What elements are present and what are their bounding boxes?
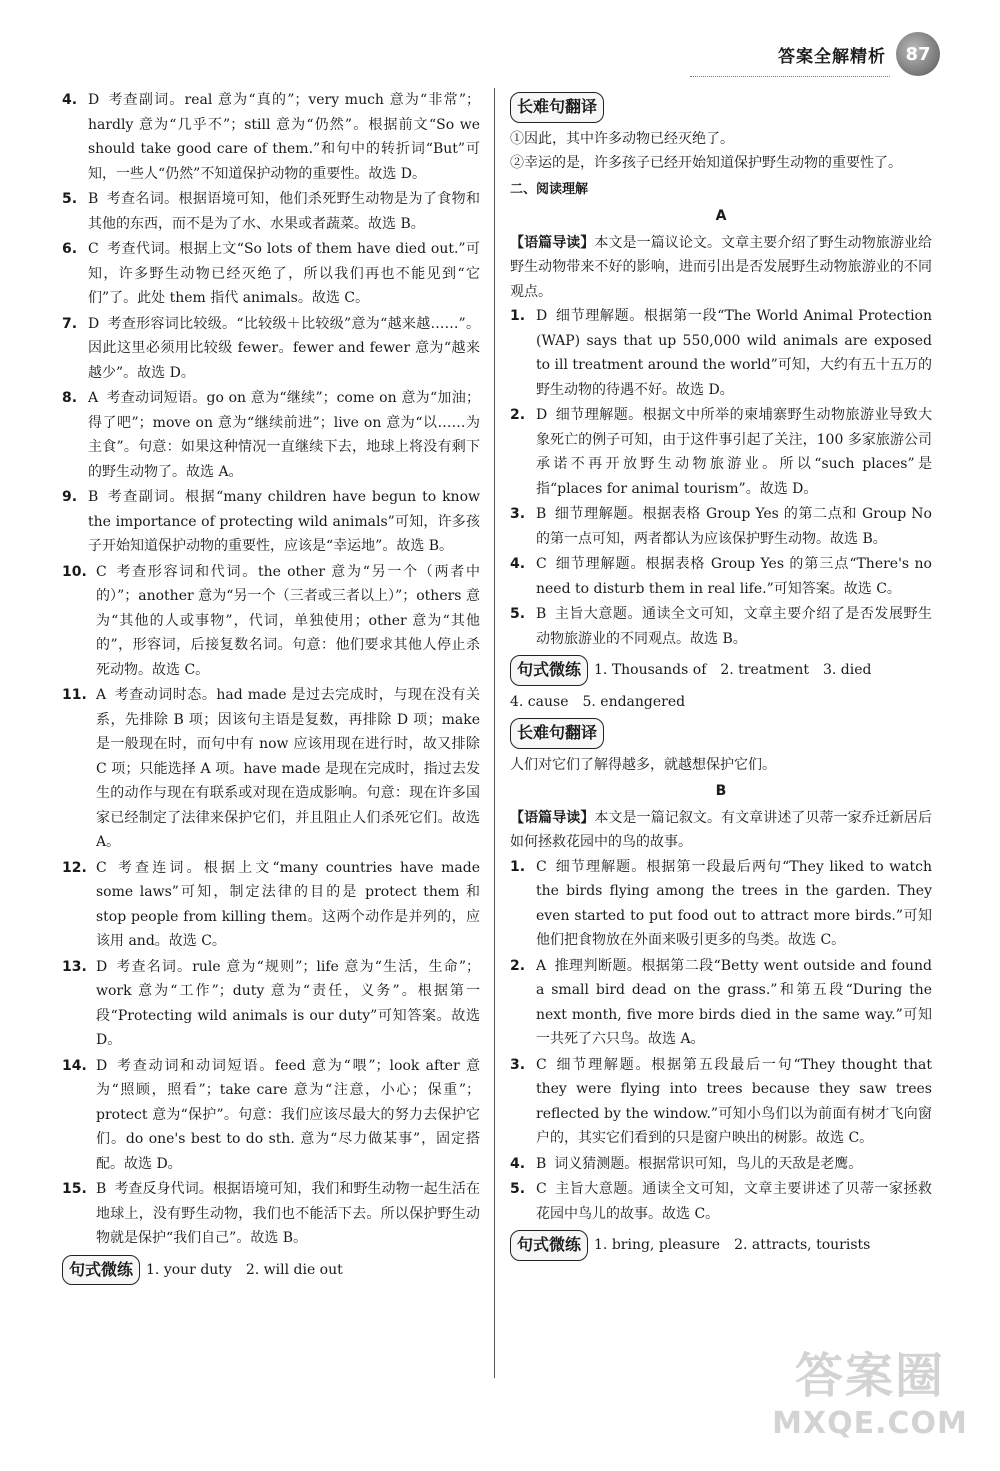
watermark-text: 答案圈	[794, 1348, 945, 1404]
passage-guide	[510, 806, 932, 855]
explanation-text: 考查副词。real 意为“真的”；very much 意为“非常”；hardly 意为“几乎不”；still 意为“仍然”。根据前文“So we should take good care of them.”和句中的转折词“But”可知，一些人“仍然”不知道保护动物的重要性。故选 D。	[88, 92, 480, 182]
item-body	[88, 187, 480, 236]
answer-letter: B	[536, 606, 547, 622]
watermark-url: MXQE.COM	[772, 1406, 968, 1441]
explanation-text: 细节理解题。根据第一段最后两句“They liked to watch the birds flying among the trees in the garden. They even started to put food out to attract more birds.”可知他们把食物放在外面来吸引更多的鸟类。故选 C。	[536, 858, 932, 948]
item-body	[96, 1054, 480, 1177]
item-number: 11.	[62, 687, 87, 703]
answer-item	[510, 304, 932, 402]
header-title: 答案全解精析	[778, 46, 886, 67]
answer-letter: C	[88, 241, 99, 257]
explanation-text: 考查名词。根据语境可知，他们杀死野生动物是为了食物和其他的东西，而不是为了水、水果或者蔬菜。故选 B。	[88, 191, 480, 232]
passage-guide	[510, 231, 932, 305]
guide-label: 【语篇导读】	[510, 809, 595, 826]
explanation-text: 推理判断题。根据第二段“Betty went outside and found a small bird dead on the grass.”和第五段“During the next month, five more birds died in the same way.”可知一共死了六只鸟。故选 A。	[536, 957, 932, 1047]
guide-label: 【语篇导读】	[510, 234, 595, 251]
item-body	[96, 1177, 480, 1251]
passage-letter: B	[715, 783, 727, 799]
answer-item	[62, 856, 480, 954]
explanation-text: 细节理解题。根据表格 Group Yes 的第二点和 Group No 的第一点可知，两者都认为应该保护野生动物。故选 B。	[536, 506, 932, 547]
answer-letter: B	[536, 506, 547, 522]
item-body	[536, 1177, 932, 1226]
item-body	[536, 855, 932, 953]
answer-letter: B	[96, 1181, 107, 1197]
drill-answers: 1. bring, pleasure 2. attracts, tourists	[594, 1237, 871, 1253]
answer-letter: D	[96, 1057, 108, 1074]
left-drill	[62, 1255, 480, 1286]
drill-answers: 1. Thousands of 2. treatment 3. died	[594, 662, 872, 678]
explanation-text: 细节理解题。根据文中所举的柬埔寨野生动物旅游业导致大象死亡的例子可知，由于这件事引起了关注，100 多家旅游公司承诺不再开放野生动物旅游业。所以“such places”是指“places for animal tourism”。故选 D。	[536, 407, 932, 497]
answer-item	[62, 1054, 480, 1177]
passage-letter: A	[715, 208, 727, 224]
answer-letter: A	[96, 687, 107, 703]
item-number: 7.	[62, 315, 78, 332]
item-number: 2.	[510, 407, 526, 423]
item-number: 4.	[510, 556, 526, 572]
item-number: 9.	[62, 489, 78, 505]
item-number: 1.	[510, 308, 526, 324]
partB-drill	[510, 1230, 932, 1261]
item-number: 10.	[62, 563, 87, 580]
answer-item	[510, 1152, 932, 1177]
answer-letter: C	[536, 1056, 547, 1073]
explanation-text: 主旨大意题。通读全文可知，文章主要讲述了贝蒂一家拯救花园中鸟儿的故事。故选 C。	[536, 1181, 932, 1222]
item-body	[536, 304, 932, 402]
item-number: 2.	[510, 957, 526, 974]
item-number: 8.	[62, 390, 78, 406]
item-body	[536, 602, 932, 651]
answer-item	[62, 1177, 480, 1251]
answer-item	[510, 403, 932, 501]
answer-letter: C	[536, 1181, 547, 1197]
left-answer-list	[62, 88, 480, 1251]
item-number: 15.	[62, 1181, 87, 1197]
drill-tag: 句式微练	[510, 1230, 588, 1261]
item-body	[88, 237, 480, 311]
answer-item	[62, 237, 480, 311]
answer-item	[62, 955, 480, 1053]
answer-letter: D	[536, 407, 548, 423]
explanation-text: 词义猜测题。根据常识可知，鸟儿的天敌是老鹰。	[554, 1155, 863, 1172]
item-body	[96, 856, 480, 954]
translation-header	[510, 92, 932, 123]
answer-letter: C	[96, 859, 107, 876]
guide-text: 本文是一篇记叙文。有文章讲述了贝蒂一家乔迁新居后如何拯救花园中的鸟的故事。	[510, 809, 933, 850]
item-number: 5.	[510, 1181, 526, 1197]
answer-letter: C	[536, 556, 547, 572]
explanation-text: 细节理解题。根据表格 Group Yes 的第三点“There's no need to disturb them in real life.”可知答案。故选 C。	[536, 556, 932, 597]
item-number: 12.	[62, 859, 87, 876]
translation-tag: 长难句翻译	[510, 92, 604, 123]
page-number: 87	[896, 32, 940, 76]
explanation-text: 主旨大意题。通读全文可知，文章主要介绍了是否发展野生动物旅游业的不同观点。故选 B。	[536, 606, 932, 647]
left-column	[62, 88, 480, 1289]
answer-item	[510, 855, 932, 953]
answer-item	[62, 88, 480, 186]
partA-answer-list	[510, 304, 932, 651]
answer-item	[62, 485, 480, 559]
explanation-text: 考查形容词比较级。“比较级＋比较级”意为“越来越……”。因此这里必须用比较级 fewer。fewer and fewer 意为“越来越少”。故选 D。	[88, 315, 480, 381]
partA-translation-header	[510, 718, 932, 749]
right-column	[510, 88, 932, 1265]
item-number: 3.	[510, 1056, 526, 1073]
drill-tag: 句式微练	[62, 1255, 140, 1286]
column-divider	[494, 88, 495, 1378]
answer-letter: B	[536, 1155, 547, 1172]
item-body	[88, 485, 480, 559]
explanation-text: 考查动词时态。had made 是过去完成时，与现在没有关系，先排除 B 项；因该句主语是复数，再排除 D 项；make 是一般现在时，而句中有 now 应该用现在进行时，故又排除 C 项；只能选择 A 项。have made 是现在完成时，指过去发生的动作与现在有联系或对现在造成影响。句意：现在许多国家已经制定了法律来保护它们，并且阻止人们杀死它们。故选 A。	[96, 687, 480, 850]
explanation-text: 考查代词。根据上文“So lots of them have died out.”可知，许多野生动物已经灭绝了，所以我们再也不能见到“它们”了。此处 them 指代 animals。故选 C。	[88, 241, 480, 306]
item-body	[88, 312, 480, 386]
answer-letter: D	[536, 308, 548, 324]
answer-item	[510, 552, 932, 601]
explanation-text: 考查动词短语。go on 意为“继续”；come on 意为“加油；得了吧”；move on 意为“继续前进”；live on 意为“以……为主食”。句意：如果这种情况一直继续下去，地球上将没有剩下的野生动物了。故选 A。	[88, 390, 480, 480]
item-number: 3.	[510, 506, 526, 522]
answer-item	[510, 1177, 932, 1226]
item-number: 6.	[62, 241, 78, 257]
item-body	[88, 386, 480, 484]
partB-answer-list	[510, 855, 932, 1227]
item-body	[88, 88, 480, 186]
explanation-text: 考查形容词和代词。the other 意为“另一个（两者中的）”；another 意为“另一个（三者或三者以上）”；others 意为“其他的人或事物”，代词，单独使用；other 意为“其他的”，形容词，后接复数名词。句意：他们要求其他人停止杀死动物。故选 C。	[96, 563, 480, 678]
item-body	[536, 954, 932, 1052]
item-body	[536, 1053, 932, 1151]
drill-tag: 句式微练	[510, 655, 588, 686]
watermark-logo	[770, 1337, 970, 1457]
explanation-text: 考查连词。根据上文“many countries have made some laws”可知，制定法律的目的是 protect them 和 stop people from killing them。这两个动作是并列的，应该用 and。故选 C。	[96, 859, 480, 949]
item-number: 14.	[62, 1057, 87, 1074]
drill-answers: 1. your duty 2. will die out	[146, 1261, 343, 1278]
explanation-text: 考查副词。根据“many children have begun to know the importance of protecting wild animals”可知，许多孩子开始知道保护动物的重要性，应该是“幸运地”。故选 B。	[88, 489, 480, 554]
explanation-text: 考查名词。rule 意为“规则”；life 意为“生活，生命”；work 意为“工作”；duty 意为“责任，义务”。根据第一段“Protecting wild animals is our duty”可知答案。故选 D。	[96, 958, 480, 1048]
page-header	[778, 28, 940, 80]
answer-letter: A	[536, 957, 547, 974]
item-body	[536, 1152, 932, 1177]
item-number: 1.	[510, 858, 526, 875]
item-body	[536, 552, 932, 601]
answer-item	[62, 386, 480, 484]
header-rule	[690, 76, 890, 77]
answer-item	[62, 560, 480, 683]
answer-letter: C	[96, 563, 107, 580]
item-body	[96, 955, 480, 1053]
item-number: 5.	[510, 606, 526, 622]
item-body	[536, 502, 932, 551]
answer-letter: C	[536, 858, 547, 875]
answer-item	[62, 683, 480, 855]
translation-line: 人们对它们了解得越多，就越想保护它们。	[510, 756, 776, 773]
explanation-text: 考查动词和动词短语。feed 意为“喂”；look after 意为“照顾，照看”；take care 意为“注意，小心；保重”；protect 意为“保护”。句意：我们应该尽最大的努力去保护它们。do one's best to do sth. 意为“尽力做某事”，固定搭配。故选 D。	[96, 1057, 480, 1172]
answer-item	[510, 602, 932, 651]
explanation-text: 考查反身代词。根据语境可知，我们和野生动物一起生活在地球上，没有野生动物，我们也不能活下去。所以保护野生动物就是保护“我们自己”。故选 B。	[96, 1181, 480, 1246]
answer-letter: B	[88, 489, 99, 505]
answer-item	[62, 187, 480, 236]
item-number: 4.	[510, 1155, 526, 1172]
item-number: 13.	[62, 958, 87, 975]
drill-answers-cont: 4. cause 5. endangered	[510, 693, 686, 710]
explanation-text: 细节理解题。根据第一段“The World Animal Protection (WAP) says that up 550,000 wild animals are exposed to ill treatment around the world”可知，大约有五十五万的野生动物的待遇不好。故选 D。	[536, 308, 932, 398]
answer-letter: D	[96, 958, 108, 975]
answer-item	[510, 502, 932, 551]
item-body	[96, 560, 480, 683]
section-heading: 二、阅读理解	[510, 181, 589, 197]
answer-item	[62, 312, 480, 386]
item-number: 4.	[62, 92, 78, 108]
answer-letter: B	[88, 191, 99, 207]
item-body	[96, 683, 480, 855]
guide-text: 本文是一篇议论文。文章主要介绍了野生动物旅游业给野生动物带来不好的影响，进而引出是否发展野生动物旅游业的不同观点。	[510, 234, 933, 300]
translation-tag: 长难句翻译	[510, 718, 604, 749]
partA-drill	[510, 655, 932, 686]
item-body	[536, 403, 932, 501]
answer-letter: D	[88, 315, 100, 332]
answer-item	[510, 1053, 932, 1151]
answer-letter: D	[88, 92, 100, 108]
translation-line: ①因此，其中许多动物已经灭绝了。	[510, 130, 734, 147]
item-number: 5.	[62, 191, 78, 207]
explanation-text: 细节理解题。根据第五段最后一句“They thought that they were flying into trees because they saw trees reflected by the window.”可知小鸟们以为前面有树才飞向窗户的，其实它们看到的只是窗户映出的树影。故选 C。	[536, 1056, 932, 1146]
answer-item	[510, 954, 932, 1052]
translation-line: ②幸运的是，许多孩子已经开始知道保护野生动物的重要性了。	[510, 155, 902, 171]
answer-letter: A	[88, 390, 99, 406]
